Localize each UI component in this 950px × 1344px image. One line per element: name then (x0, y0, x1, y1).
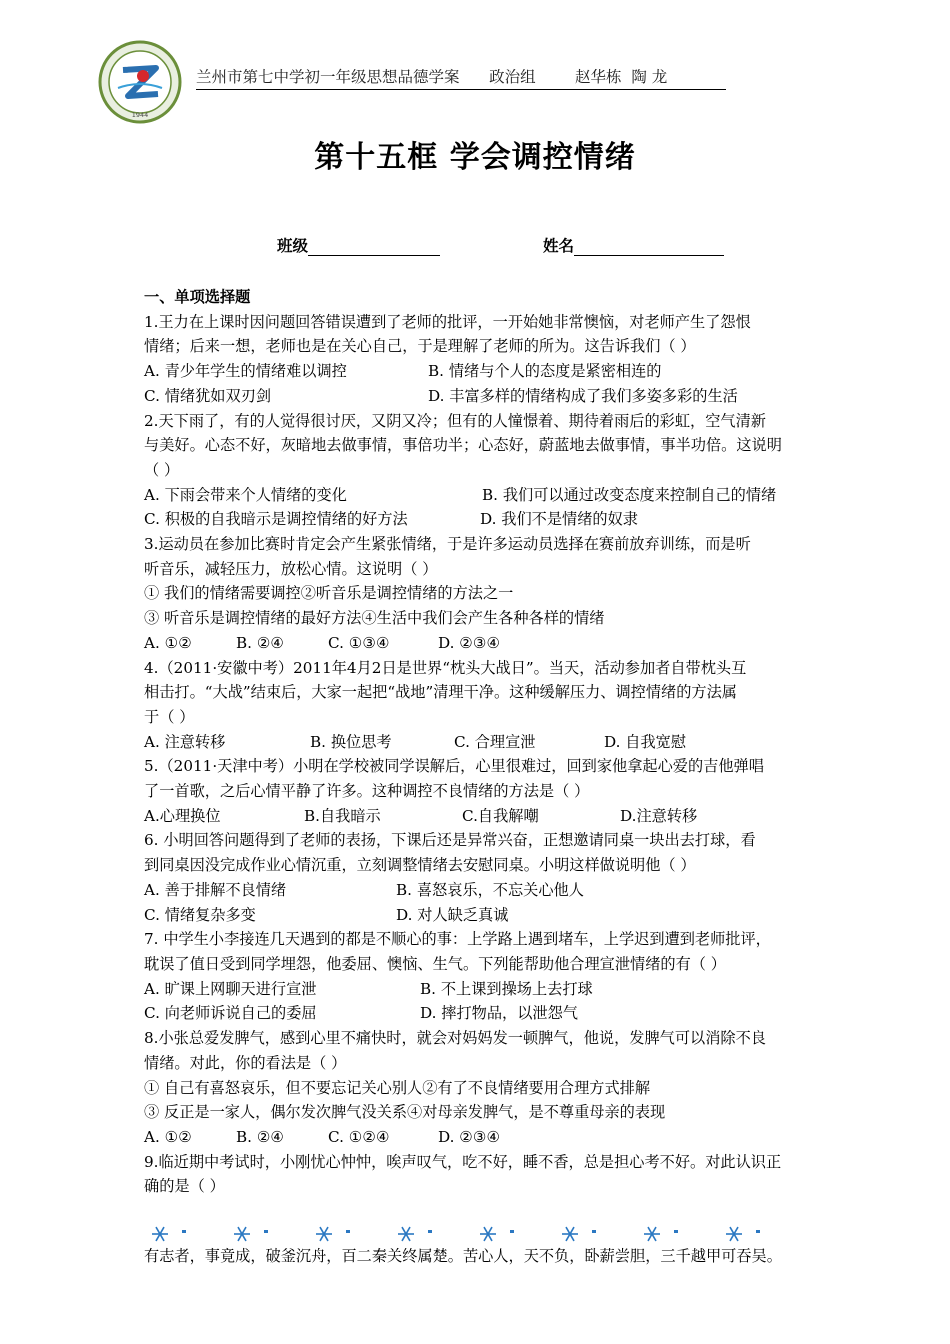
q7-option-c[interactable]: C. 向老师诉说自己的委屈 (144, 1004, 317, 1023)
q9-stem-line: 确的是（ ） (144, 1177, 225, 1196)
q8-statement-line: ③ 反正是一家人，偶尔发次脾气没关系④对母亲发脾气，是不尊重母亲的表现 (144, 1103, 666, 1122)
q6-option-c[interactable]: C. 情绪复杂多变 (144, 905, 256, 924)
snowflake-border (146, 1224, 806, 1244)
q5-stem-line: 5.（2011·天津中考）小明在学校被同学误解后，心里很难过，回到家他拿起心爱的吉他弹唱 (144, 757, 764, 776)
snowflake-icon (480, 1227, 514, 1241)
q6-option-a[interactable]: A. 善于排解不良情绪 (144, 880, 287, 899)
q6-stem-line: 到同桌因没完成作业心情沉重，立刻调整情绪去安慰同桌。小明这样做说明他（ ） (144, 856, 696, 875)
question-list (144, 285, 814, 1199)
q3-stem-line: 听音乐，减轻压力，放松心情。这说明（ ） (144, 559, 438, 578)
q5-stem-line: 了一首歌，之后心情平静了许多。这种调控不良情绪的方法是（ ） (144, 782, 590, 801)
q2-option-a[interactable]: A. 下雨会带来个人情绪的变化 (144, 485, 347, 504)
q8-option-a[interactable]: A. ①② (144, 1127, 192, 1146)
q4-option-c[interactable]: C. 合理宣泄 (454, 732, 536, 751)
q1-option-b[interactable]: B. 情绪与个人的态度是紧密相连的 (428, 362, 662, 381)
q7-stem-line: 7. 中学生小李接连几天遇到的都是不顺心的事：上学路上遇到堵车，上学迟到遭到老师批评， (144, 930, 771, 949)
q1-option-c[interactable]: C. 情绪犹如双刃剑 (144, 386, 272, 405)
snowflake-icon (152, 1227, 186, 1241)
q6-options-row (144, 878, 814, 903)
q4-option-b[interactable]: B. 换位思考 (310, 732, 392, 751)
q4-stem-line: 4.（2011·安徽中考）2011年4月2日是世界“枕头大战日”。当天，活动参加者自带枕头互 (144, 658, 747, 677)
q3-options-row (144, 631, 814, 656)
q2-stem-line: 2.天下雨了，有的人觉得很讨厌，又阴又冷；但有的人憧憬着、期待着雨后的彩虹，空气清新 (144, 411, 766, 430)
q7-options-row (144, 1001, 814, 1026)
q5-option-c[interactable]: C.自我解嘲 (462, 806, 539, 825)
q1-stem-line: 1.王力在上课时因问题回答错误遭到了老师的批评，一开始她非常懊恼，对老师产生了怨恨 (144, 312, 751, 331)
q7-option-a[interactable]: A. 旷课上网聊天进行宣泄 (144, 979, 317, 998)
q9-stem-line: 9.临近期中考试时，小刚忧心忡忡，唉声叹气，吃不好，睡不香，总是担心考不好。对此认识正 (144, 1152, 782, 1171)
q3-option-a[interactable]: A. ①② (144, 633, 192, 652)
q6-options-row (144, 903, 814, 928)
footer-motto: 有志者，事竟成，破釜沉舟，百二秦关终属楚。苦心人，天不负，卧薪尝胆，三千越甲可吞吴。 (144, 1247, 782, 1265)
q4-stem-line: 于（ ） (144, 707, 195, 726)
q8-stem-line: 情绪。对此，你的看法是（ ） (144, 1053, 347, 1072)
q1-options-row (144, 384, 814, 409)
q7-option-b[interactable]: B. 不上课到操场上去打球 (420, 979, 593, 998)
q2-options-row (144, 507, 814, 532)
section-heading: 一、单项选择题 (144, 288, 251, 306)
q1-option-a[interactable]: A. 青少年学生的情绪难以调控 (144, 362, 347, 381)
q1-options-row (144, 359, 814, 384)
class-field[interactable] (277, 234, 440, 256)
class-label: 班级 (277, 237, 309, 255)
q3-statement-line: ① 我们的情绪需要调控②听音乐是调控情绪的方法之一 (144, 584, 514, 603)
q8-option-b[interactable]: B. ②④ (236, 1127, 285, 1146)
class-blank[interactable] (308, 237, 440, 256)
q2-options-row (144, 483, 814, 508)
q8-stem-line: 8.小张总爱发脾气，感到心里不痛快时，就会对妈妈发一顿脾气，他说，发脾气可以消除不良 (144, 1029, 766, 1048)
q8-options-row (144, 1125, 814, 1150)
q6-option-d[interactable]: D. 对人缺乏真诚 (396, 905, 509, 924)
q3-stem-line: 3.运动员在参加比赛时肯定会产生紧张情绪，于是许多运动员选择在赛前放弃训练，而是听 (144, 535, 751, 554)
q2-stem-line: 与美好。心态不好，灰暗地去做事情，事倍功半；心态好，蔚蓝地去做事情，事半功倍。这说明 (144, 436, 782, 455)
snowflake-icon (234, 1227, 268, 1241)
q7-option-d[interactable]: D. 摔打物品，以泄怨气 (420, 1004, 578, 1023)
q5-option-d[interactable]: D.注意转移 (620, 806, 698, 825)
q4-option-a[interactable]: A. 注意转移 (144, 732, 226, 751)
q2-stem-line: （ ） (144, 460, 180, 479)
logo-year: 1944 (131, 111, 149, 119)
q5-options-row (144, 804, 814, 829)
snowflake-icon (726, 1227, 760, 1241)
school-logo (98, 40, 182, 124)
q8-option-d[interactable]: D. ②③④ (438, 1127, 501, 1146)
snowflake-icon (562, 1227, 596, 1241)
q7-options-row (144, 977, 814, 1002)
q3-option-d[interactable]: D. ②③④ (438, 633, 501, 652)
q3-option-b[interactable]: B. ②④ (236, 633, 285, 652)
name-label: 姓名 (543, 237, 575, 255)
name-blank[interactable] (574, 237, 724, 256)
page-title: 第十五框 学会调控情绪 (314, 140, 636, 175)
page-header: 兰州市第七中学初一年级思想品德学案 政治组 赵华栋 陶 龙 (196, 66, 726, 90)
name-field[interactable] (543, 234, 724, 256)
q4-stem-line: 相击打。“大战”结束后，大家一起把“战地”清理干净。这种缓解压力、调控情绪的方法属 (144, 683, 737, 702)
snowflake-icon (644, 1227, 678, 1241)
snowflake-icon (316, 1227, 350, 1241)
q5-option-a[interactable]: A.心理换位 (144, 806, 221, 825)
snowflake-icon (398, 1227, 432, 1241)
q4-option-d[interactable]: D. 自我宽慰 (604, 732, 687, 751)
q7-stem-line: 耽误了值日受到同学埋怨，他委屈、懊恼、生气。下列能帮助他合理宣泄情绪的有（ ） (144, 954, 726, 973)
q3-option-c[interactable]: C. ①③④ (328, 633, 390, 652)
q3-statement-line: ③ 听音乐是调控情绪的最好方法④生活中我们会产生各种各样的情绪 (144, 609, 605, 628)
q2-option-c[interactable]: C. 积极的自我暗示是调控情绪的好方法 (144, 510, 408, 529)
q2-option-d[interactable]: D. 我们不是情绪的奴隶 (480, 510, 638, 529)
q4-options-row (144, 730, 814, 755)
snowflake-row (152, 1227, 760, 1241)
q5-option-b[interactable]: B.自我暗示 (304, 806, 381, 825)
q6-stem-line: 6. 小明回答问题得到了老师的表扬，下课后还是异常兴奋，正想邀请同桌一块出去打球，看 (144, 831, 756, 850)
q1-stem-line: 情绪；后来一想，老师也是在关心自己，于是理解了老师的所为。这告诉我们（ ） (144, 337, 696, 356)
q1-option-d[interactable]: D. 丰富多样的情绪构成了我们多姿多彩的生活 (428, 386, 738, 405)
q8-option-c[interactable]: C. ①②④ (328, 1127, 390, 1146)
q8-statement-line: ① 自己有喜怒哀乐，但不要忘记关心别人②有了不良情绪要用合理方式排解 (144, 1078, 651, 1097)
q6-option-b[interactable]: B. 喜怒哀乐，不忘关心他人 (396, 880, 584, 899)
q2-option-b[interactable]: B. 我们可以通过改变态度来控制自己的情绪 (482, 485, 777, 504)
